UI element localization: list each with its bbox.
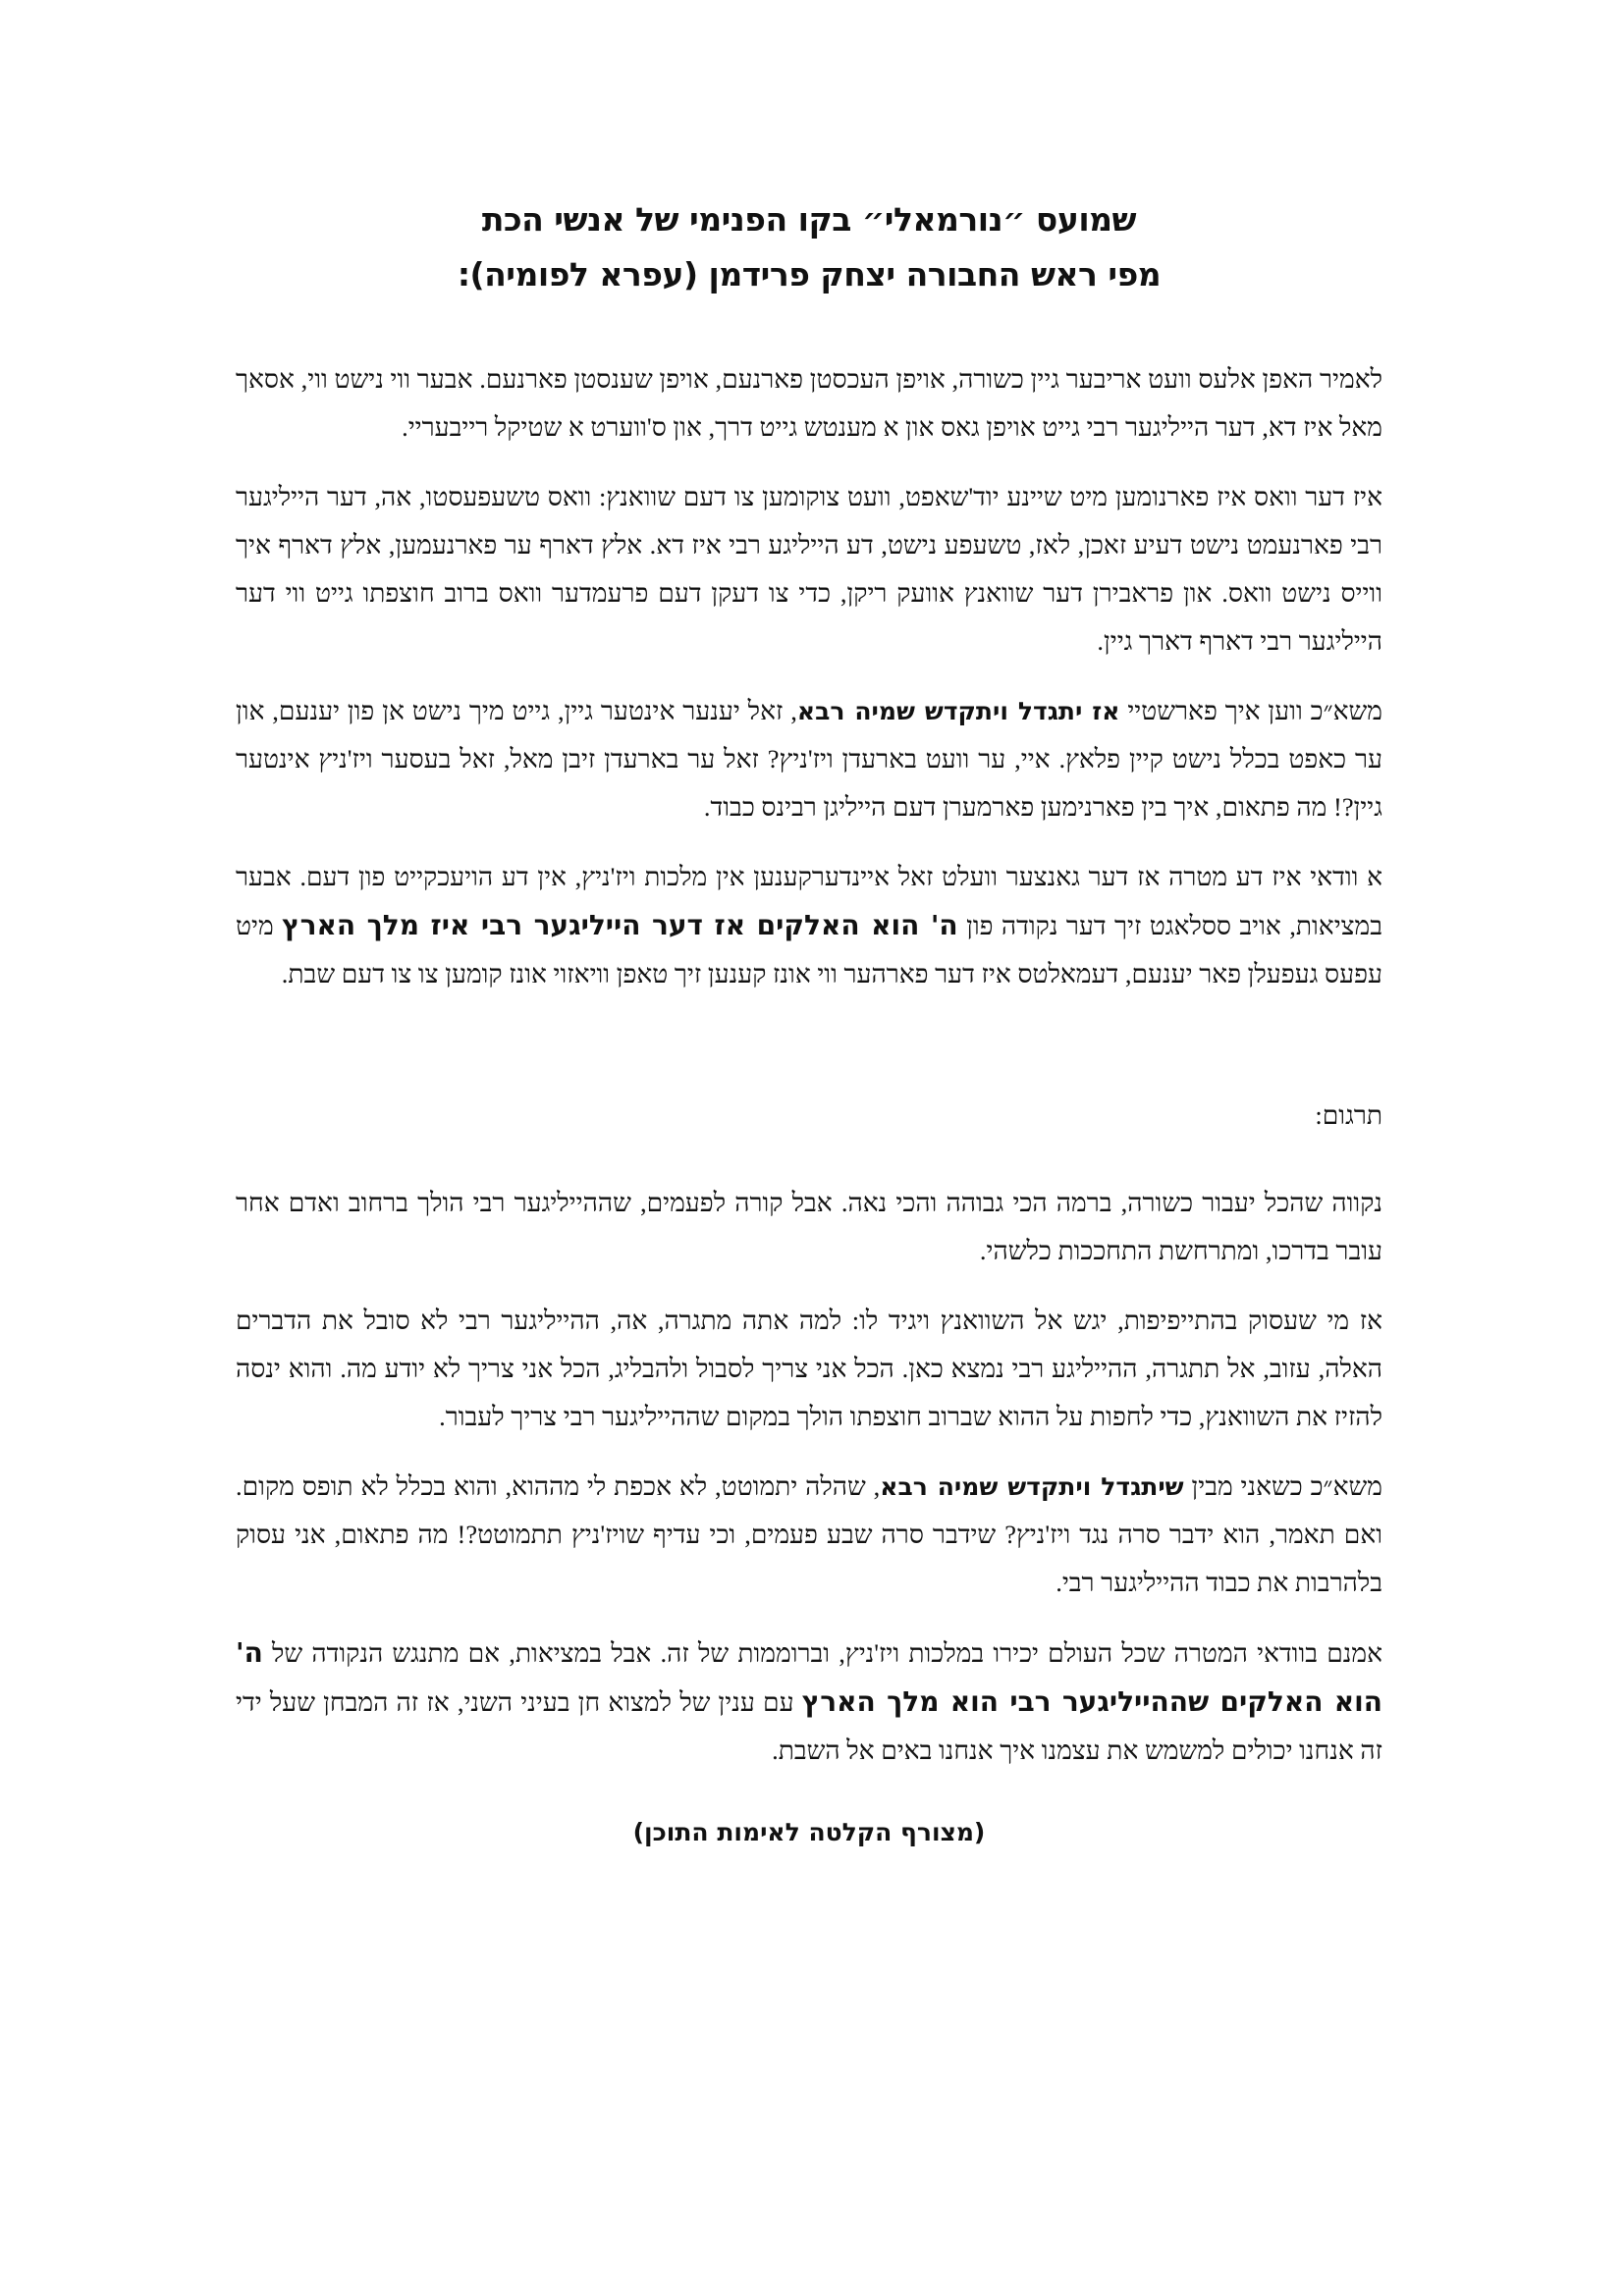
title-block — [236, 192, 1382, 302]
paragraph — [236, 1629, 1382, 1775]
document-page — [236, 0, 1382, 1846]
original-text-section — [236, 355, 1382, 998]
text-segment: משא״כ ווען איך פארשטיי — [1119, 696, 1383, 725]
paragraph — [236, 687, 1382, 831]
text-segment: , זאל יענער אינטער גיין, גייט מיך נישט אן פון יענעם, און ער כאפט בכלל נישט קיין פלאץ. איי, ער וועט בארעדן ויז'ניץ? זאל ער בארעדן זיבן מאל, זאל בעסער ויז'ניץ אינטער גיין?! מה פתאום, איך בין פארנימען פארמערן דעם הייליגן רבינס כבוד. — [236, 696, 1382, 822]
bold-emphasis: שיתגדל ויתקדש שמיה רבא — [880, 1472, 1184, 1501]
translation-label: תרגום: — [1315, 1100, 1382, 1130]
bold-emphasis: ה' הוא האלקים שההייליגער רבי הוא מלך הארץ — [236, 1636, 1382, 1718]
paragraph — [236, 1297, 1382, 1441]
paragraph — [236, 473, 1382, 666]
text-segment: א וודאי איז דע מטרה אז דער גאנצער וועלט זאל איינדערקענען אין מלכות ויז'ניץ, אין דע הויעכקייט פון דעם. אבער במציאות, אויב ססלאגט זיך דער נקודה פון — [236, 862, 1382, 940]
text-segment: מיט עפעס געפעלן פאר יענעם, דעמאלטס איז דער פארהער ווי אונז קענען זיך טאפן וויאזוי אונז קומען צו צו דעם שבת. — [236, 911, 1382, 988]
text-segment: עם ענין של למצוא חן בעיני השני, אז זה המבחן שעל ידי זה אנחנו יכולים למשמש את עצמנו איך אנחנו באים אל השבת. — [236, 1687, 1382, 1765]
recording-attached-note: (מצורף הקלטה לאימות התוכן) — [632, 1818, 986, 1846]
text-segment: לאמיר האפן אלעס וועט אריבער גיין כשורה, אויפן העכסטן פארנעם, אויפן שענסטן פארנעם. אבער ווי נישט ווי, אסאך מאל איז דא, דער הייליגער רבי גייט אויפן גאס און א מענטש גייט דרך, און ס'ווערט א שטיקל רייבעריי. — [236, 364, 1382, 442]
paragraph — [236, 1463, 1382, 1607]
paragraph — [236, 853, 1382, 998]
text-segment: איז דער וואס איז פארנומען מיט שיינע יוד'שאפט, וועט צוקומען צו דעם שוואנץ: וואס טשעפעסטו, אה, דער הייליגער רבי פארנעמט נישט דעיע זאכן, לאז, טשעפע נישט, דע הייליגע רבי איז דא. אלץ דארף ער פארנעמען, אלץ דארף איך ווייס נישט וואס. און פראבירן דער שוואנץ אוועק ריקן, כדי צו דעקן דעם פרעמדער וואס ברוב חוצפתו גייט ווי דער הייליגער רבי דארף דארך גיין. — [236, 482, 1382, 656]
text-segment: , שהלה יתמוטט, לא אכפת לי מההוא, והוא בכלל לא תופס מקום. ואם תאמר, הוא ידבר סרה נגד ויז'ניץ? שידבר סרה שבע פעמים, וכי עדיף שויז'ניץ תתמוטט?! מה פתאום, אני עסוק בלהרבות את כבוד ההייליגער רבי. — [236, 1471, 1382, 1597]
document-subtitle: מפי ראש החבורה יצחק פרידמן (עפרא לפומיה): — [457, 255, 1162, 294]
paragraph — [236, 1179, 1382, 1275]
text-segment: אז מי שעסוק בהתייפיפות, יגש אל השוואנץ ויגיד לו: למה אתה מתגרה, אה, ההייליגער רבי לא סובל את הדברים האלה, עזוב, אל תתגרה, ההייליגע רבי נמצא כאן. הכל אני צריך לסבול ולהבליג, הכל אני צריך לא יודע מה. והוא ינסה להזיז את השוואנץ, כדי לחפות על ההוא שברוב חוצפתו הולך במקום שההייליגער רבי צריך לעבור. — [236, 1306, 1382, 1431]
text-segment: משא״כ כשאני מבין — [1183, 1471, 1382, 1501]
document-title: שמועס ״נורמאלי״ בקו הפנימי של אנשי הכת — [481, 200, 1137, 239]
bold-emphasis: אז יתגדל ויתקדש שמיה רבא — [796, 697, 1120, 725]
text-segment: אמנם בוודאי המטרה שכל העולם יכירו במלכות ויז'ניץ, וברוממות של זה. אבל במציאות, אם מתנגש הנקודה של — [262, 1638, 1382, 1668]
bold-emphasis: ה' הוא האלקים אז דער הייליגער רבי איז מלך הארץ — [282, 909, 958, 941]
translation-section — [236, 1092, 1382, 1775]
paragraph — [236, 355, 1382, 452]
text-segment: נקווה שהכל יעבור כשורה, ברמה הכי גבוהה והכי נאה. אבל קורה לפעמים, שההייליגער רבי הולך ברחוב ואדם אחר עובר בדרכו, ומתרחשת התחככות כלשהי. — [236, 1188, 1382, 1265]
